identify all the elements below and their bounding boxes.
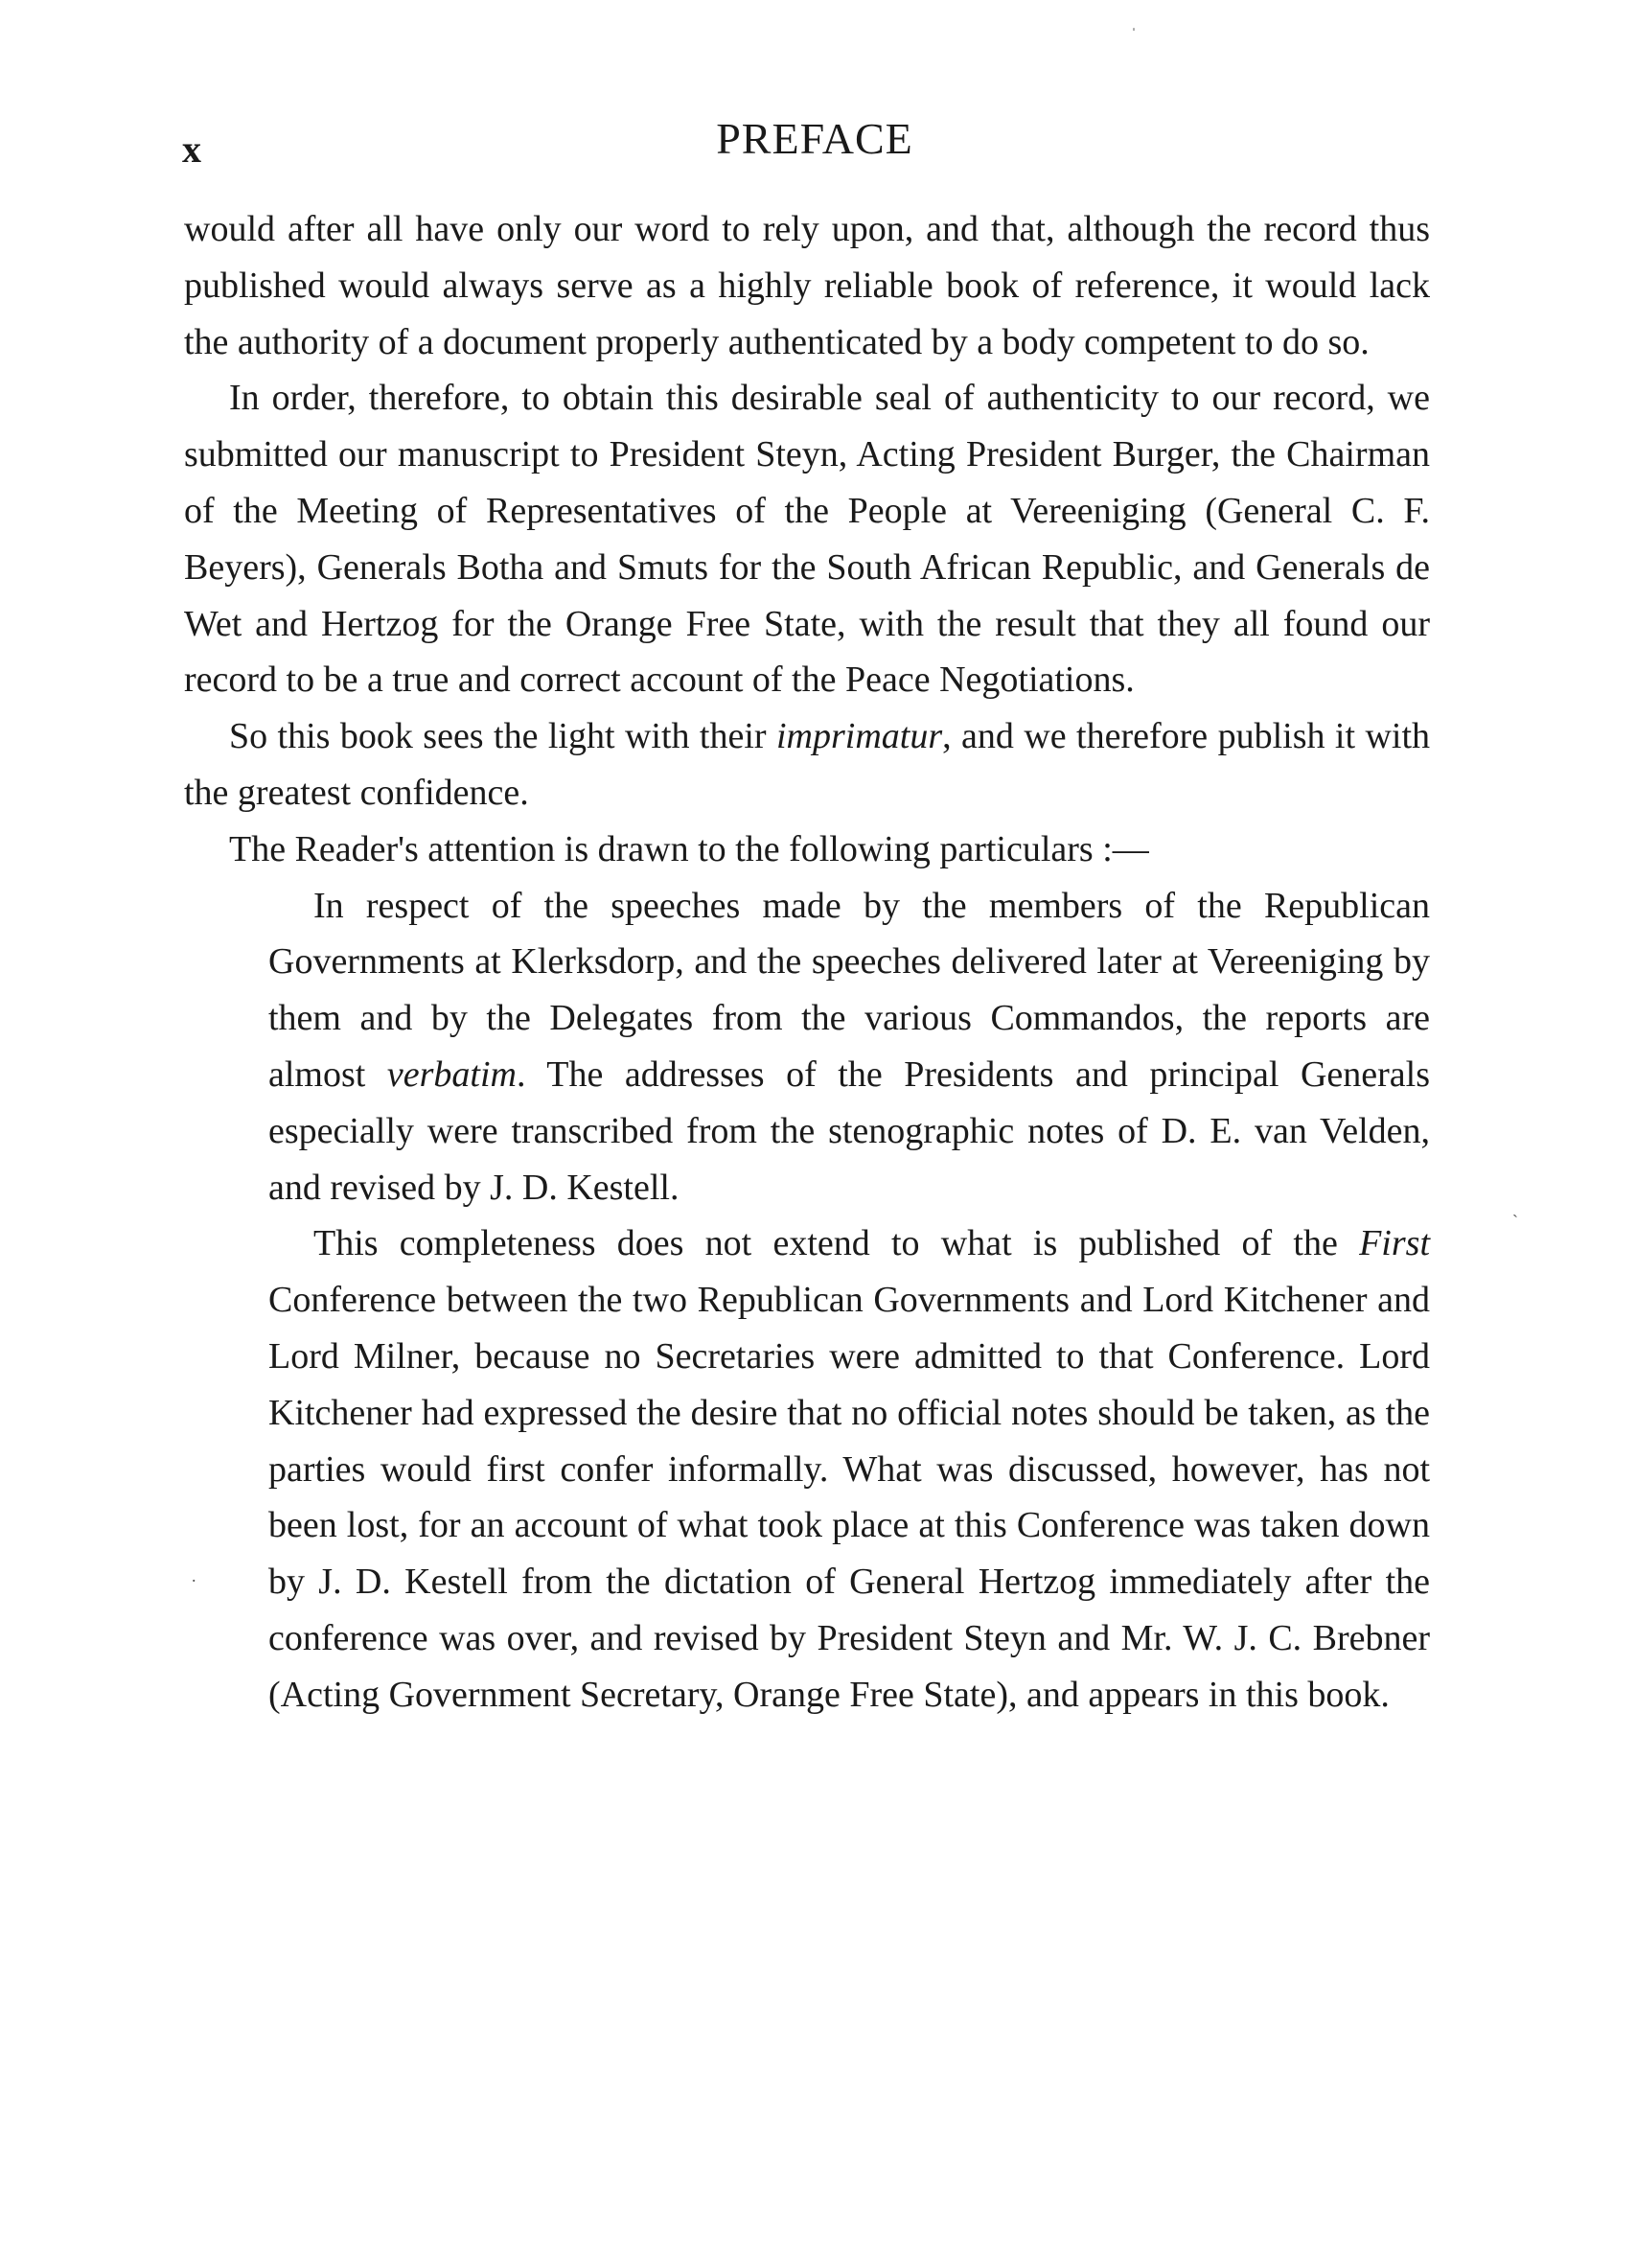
text-run: would after all have only our word to rely upon, and that, although the record thus published would always serve as a highly reliable book of reference, it would lack the authority of a document properly authenticated by a body competent to do so. [184,209,1430,362]
margin-speck: . [192,1566,196,1585]
paragraph [268,1215,1430,1723]
text-run: . The addresses of the Presidents and principal Generals especially were transcribed from the stenographic notes of D. E. van Velden, and revised by J. D. Kestell. [268,1053,1431,1208]
italic-text: First [1359,1223,1430,1264]
paragraph [184,201,1430,370]
text-run: In order, therefore, to obtain this desirable seal of authenticity to our record, we submitted our manuscript to President Steyn, Acting President Burger, the Chairman of the Meeting of Representatives of the People at Vereeniging (General C. F. Beyers), Generals Botha and Smuts for the South African Republic, and Generals de Wet and Hertzog for the Orange Free State, with the result that they all found our record to be a true and correct account of the Peace Negotiations. [184,378,1430,701]
text-run: Conference between the two Republican Governments and Lord Kitchener and Lord Milner, because no Secretaries were admitted to that Conference. Lord Kitchener had expressed the desire that no official notes should be taken, as the parties would first confer informally. What was discussed, however, has not been lost, for an account of what took place at this Conference was taken down by J. D. Kestell from the dictation of General Hertzog immediately after the conference was over, and revised by President Steyn and Mr. W. J. C. Brebner (Acting Government Secretary, Orange Free State), and appears in this book. [268,1280,1430,1715]
indented-particulars [268,878,1430,1724]
text-run: The Reader's attention is drawn to the following particulars :— [229,828,1149,869]
text-run: This completeness does not extend to what is published of the [313,1223,1360,1264]
running-head [182,113,1447,171]
print-speck: ˌ [1131,12,1137,31]
paragraph [184,708,1430,822]
page-number: x [182,127,201,171]
main-paragraphs [184,201,1430,878]
text-run: So this book sees the light with their [229,716,776,757]
paragraph [184,822,1430,878]
italic-text: verbatim [386,1053,517,1095]
body-text [184,201,1430,1724]
margin-mark: ˏ [1512,1198,1518,1217]
paragraph [268,878,1430,1216]
paragraph [184,370,1430,708]
running-title: PREFACE [716,114,913,163]
italic-text: imprimatur [775,716,943,757]
text-run: In respect of the speeches made by the members of the Republican Governments at Klerksdorp, and the speeches delivered later at Vereeniging by them and by the Delegates from the various Commandos, the reports are almost [268,885,1430,1095]
text-run: , and we therefore publish it with the greatest confidence. [184,716,1430,813]
